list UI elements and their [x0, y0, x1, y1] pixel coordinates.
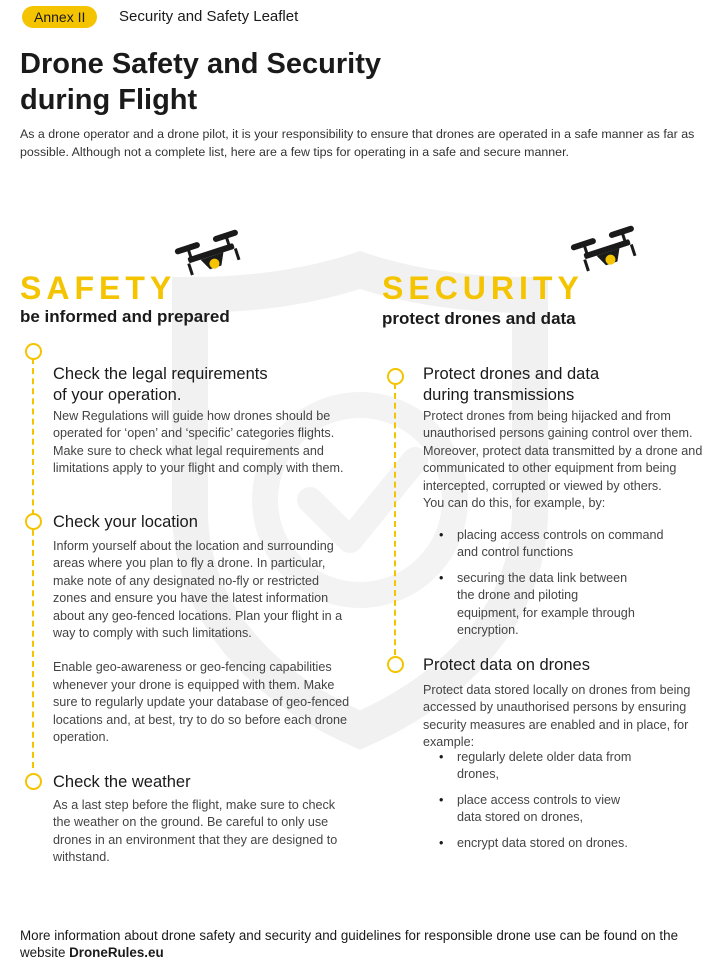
- security-item-title-line2: during transmissions: [423, 386, 575, 404]
- drone-icon: [172, 228, 252, 284]
- safety-item-title: [53, 364, 353, 406]
- safety-item-title: Check the weather: [53, 773, 191, 791]
- safety-item-paragraph: Inform yourself about the location and surrounding areas where you plan to fly a drone. In particular, make note of any designated no-fly or restricted zones and ensure you have the latest information about any geo-fenced locations. Plan your flight in a way to comply with such limitations.: [53, 539, 343, 641]
- list-item: • regularly delete older data from drones,: [423, 749, 647, 784]
- timeline-marker: [25, 773, 42, 790]
- security-bullet-list: [423, 527, 673, 647]
- safety-heading: SAFETY: [20, 270, 177, 306]
- safety-item-title-line1: Check the legal requirements: [53, 365, 268, 383]
- security-item-title: [423, 364, 723, 406]
- security-item-paragraph: Protect drones from being hijacked and from unauthorised persons gaining control over them. Moreover, protect data transmitted by a drone and communicated to other equipment from being intercepted, corrupted or viewed by others.: [423, 409, 703, 493]
- footer-note: [20, 927, 720, 961]
- list-item: • place access controls to view data stored on drones,: [423, 792, 637, 827]
- safety-item-title: Check your location: [53, 513, 198, 531]
- security-item-body: [423, 408, 719, 512]
- annex-badge: Annex II: [22, 6, 97, 28]
- security-item-title-line1: Protect drones and data: [423, 365, 600, 383]
- security-item-title: Protect data on drones: [423, 656, 590, 674]
- safety-item-body: As a last step before the flight, make sure to check the weather on the ground. Be careful to only use drones in an environment that they are designed to withstand.: [53, 798, 338, 865]
- footer-text: More information about drone safety and security and guidelines for responsible drone use can be found on the website: [20, 928, 679, 960]
- drone-icon: [568, 224, 648, 280]
- timeline-marker: [25, 513, 42, 530]
- safety-item-title-line2: of your operation.: [53, 386, 182, 404]
- page-title: [20, 46, 540, 118]
- security-timeline: [394, 383, 396, 665]
- page-title-line2: during Flight: [20, 84, 198, 116]
- security-bullet-list: [423, 749, 673, 860]
- list-item: • placing access controls on command and control functions: [423, 527, 673, 562]
- list-item: • encrypt data stored on drones.: [423, 835, 673, 852]
- annex-title: Security and Safety Leaflet: [119, 8, 299, 25]
- security-subheading: protect drones and data: [382, 309, 576, 328]
- list-item: • securing the data link between the drone and piloting equipment, for example through encryption.: [423, 570, 637, 640]
- security-item-body: Protect data stored locally on drones from being accessed by unauthorised persons by ensuring security measures are enabled and in place, for example:: [423, 683, 691, 750]
- page-title-line1: Drone Safety and Security: [20, 48, 381, 80]
- safety-subheading: be informed and prepared: [20, 307, 230, 326]
- safety-item-paragraph: Enable geo-awareness or geo-fencing capabilities whenever your drone is equipped with them. Make sure to regularly update your database of geo-fenced locations and, at best, try to do so before each drone operation.: [53, 660, 350, 745]
- safety-timeline: [32, 358, 34, 768]
- timeline-marker: [387, 656, 404, 673]
- security-item-lead: You can do this, for example, by:: [423, 496, 606, 511]
- website-link[interactable]: DroneRules.eu: [69, 945, 164, 960]
- intro-paragraph: As a drone operator and a drone pilot, it is your responsibility to ensure that drones are operated in a safe manner as far as possible. Although not a complete list, here are a few tips for operating in a safe and secure manner.: [20, 127, 695, 159]
- safety-item-body: [53, 538, 355, 746]
- timeline-marker: [25, 343, 42, 360]
- timeline-marker: [387, 368, 404, 385]
- security-heading: SECURITY: [382, 270, 584, 306]
- safety-item-body: New Regulations will guide how drones should be operated for ‘open’ and ‘specific’ categories flights. Make sure to check what legal requirements and limitations apply to your flight and comply with them.: [53, 409, 344, 476]
